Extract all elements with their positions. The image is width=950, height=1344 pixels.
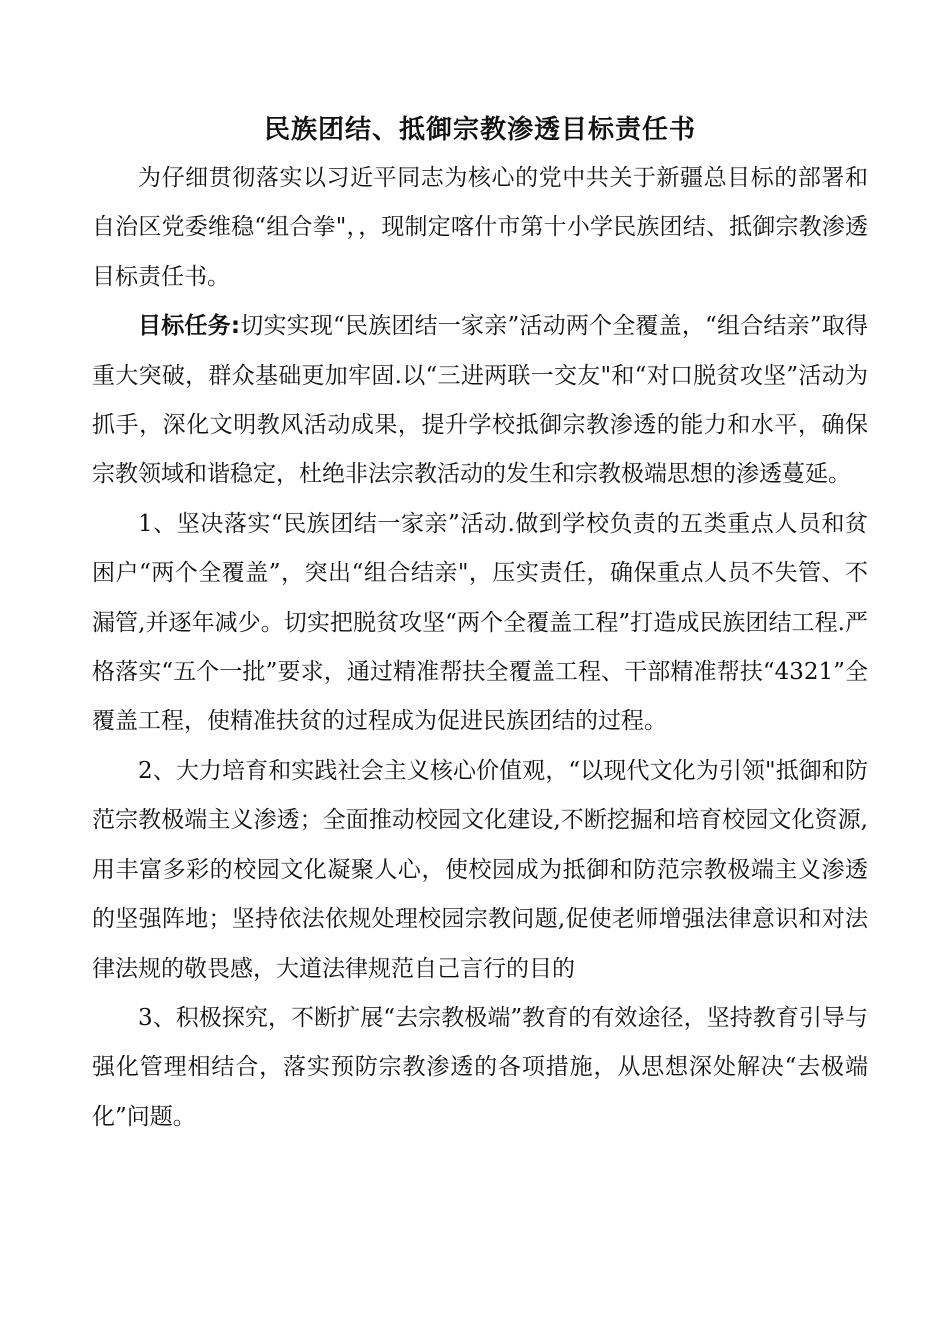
item-1-paragraph: 1、坚决落实“民族团结一家亲”活动.做到学校负责的五类重点人员和贫困户“两个全覆盖”，突出“组合结亲"，压实责任，确保重点人员不失管、不漏管,并逐年减少。切实把脱贫攻坚“两个全覆盖工程”打造成民族团结工程.严格落实“五个一批”要求，通过精准帮扶全覆盖工程、干部精准帮扶“4321”全覆盖工程，使精准扶贫的过程成为促进民族团结的过程。 [92,510,868,735]
goal-label: 目标任务: [138,313,241,340]
document-title: 民族团结、抵御宗教渗透目标责任书 [263,115,696,145]
item-2-paragraph: 2、大力培育和实践社会主义核心价值观，“以现代文化为引领"抵御和防范宗教极端主义渗透；全面推动校园文化建设,不断挖掘和培育校园文化资源,用丰富多彩的校园文化凝聚人心，使校园成为抵御和防范宗教极端主义渗透的坚强阵地；坚持依法依规处理校园宗教问题,促使老师增强法律意识和对法律法规的敬畏感，大道法律规范自己言行的目的 [92,757,868,982]
goal-paragraph [92,302,868,500]
intro-paragraph: 为仔细贯彻落实以习近平同志为核心的党中共关于新疆总目标的部署和自治区党委维稳“组合拳"，，现制定喀什市第十小学民族团结、抵御宗教渗透目标责任书。 [92,165,868,290]
item-3-paragraph: 3、积极探究，不断扩展“去宗教极端”教育的有效途径，坚持教育引导与强化管理相结合，落实预防宗教渗透的各项措施，从思想深处解决“去极端化”问题。 [92,1004,868,1130]
document-page [92,106,868,1142]
goal-text: 切实实现“民族团结一家亲”活动两个全覆盖，“组合结亲”取得重大突破，群众基础更加牢固.以“三进两联一交友"和“对口脱贫攻坚”活动为抓手，深化文明教风活动成果，提升学校抵御宗教渗透的能力和水平，确保宗教领域和谐稳定，杜绝非法宗教活动的发生和宗教极端思想的渗透蔓延。 [92,313,868,488]
